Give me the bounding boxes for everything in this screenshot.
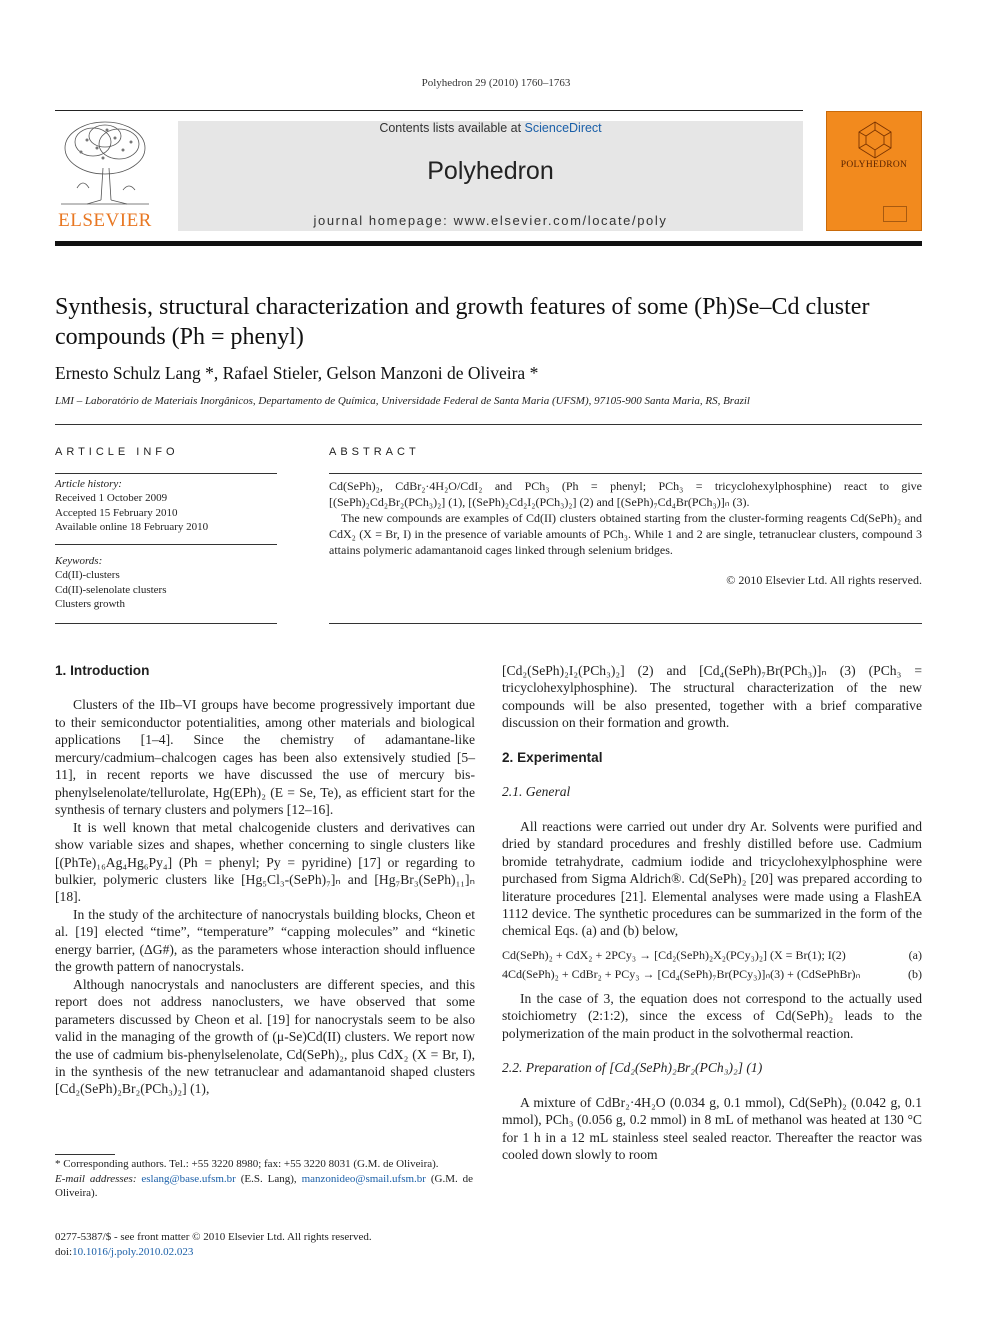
keywords-rule <box>55 544 277 545</box>
corresponding-note: * Corresponding authors. Tel.: +55 3220 8980; fax: +55 3220 8031 (G.M. de Oliveira). <box>55 1158 439 1170</box>
equation-b <box>502 965 922 984</box>
doi-line <box>55 1245 475 1260</box>
header-rule <box>55 110 803 111</box>
left-column <box>55 662 475 1098</box>
equation-text: Cd(SePh)₂ + CdX₂ + 2PCy₃ → [Cd₂(SePh)₂X₂(PCy₃)₂] (X = Br(1); I(2) <box>502 947 846 962</box>
doi-prefix: doi: <box>55 1246 73 1258</box>
equation-text: 4Cd(SePh)₂ + CdBr₂ + PCy₃ → [Cd₄(SePh)₇Br(PCy₃)]ₙ(3) + (CdSePhBr)ₙ <box>502 966 861 981</box>
right-column <box>502 662 922 1164</box>
equation-label: (b) <box>908 966 922 981</box>
equation-a <box>502 946 922 965</box>
body-paragraph: A mixture of CdBr₂·4H₂O (0.034 g, 0.1 mmol), Cd(SePh)₂ (0.042 g, 0.1 mmol), PCh₃ (0.056 g, 0.2 mmol) in 8 mL of methanol was heated at 130 °C for 1 h in a 12 mL stainless steel sealed reactor. Thereafter the reactor was cooled down slowly to room <box>502 1094 922 1163</box>
body-paragraph: Clusters of the IIb–VI groups have become progressively important due to their semiconductor potentialities, among other materials and biological applications [1–4]. Since the chemistry of adamantane-like mercury/cadmium–chalcogen cages has been also extensively studied [5–11], in recent reports we have discussed the use of mercury bis-phenylselenolate/tellurolate, Hg(EPh)₂ (E = Se, Te), as efficient start for the synthesis of ternary clusters and polymers [12–16]. <box>55 697 475 818</box>
received-date: Received 1 October 2009 <box>55 492 168 505</box>
cover-title: POLYHEDRON <box>840 160 908 170</box>
email-owner: (E.S. Lang), <box>240 1172 297 1185</box>
equation-label: (a) <box>908 947 922 962</box>
issn-line: 0277-5387/$ - see front matter © 2010 Elsevier Ltd. All rights reserved. <box>55 1231 372 1243</box>
keywords-label: Keywords: <box>55 555 103 567</box>
article-info-rule <box>55 473 277 474</box>
keywords <box>55 554 277 612</box>
email-note <box>55 1172 473 1201</box>
body-paragraph: In the case of 3, the equation does not correspond to the actually used stoichiometry (2:1:2), since the excess of Cd(SePh)₂ leads to the polymerization of the main product in the solvothermal reaction. <box>502 990 922 1041</box>
body-paragraph: In the study of the architecture of nanocrystals building blocks, Cheon et al. [19] elected “time”, “temperature” “capping molecules” and “kinetic energy barrier, (ΔG#), as the parameters whose interaction should influence the growth pattern of nanocrystals. <box>55 906 475 975</box>
abstract-heading: ABSTRACT <box>329 446 420 458</box>
subsection-heading: 2.2. Preparation of [Cd₂(SePh)₂Br₂(PCh₃)₂] (1) <box>502 1060 763 1076</box>
journal-citation: Polyhedron 29 (2010) 1760–1763 <box>421 77 571 89</box>
article-affiliation: LMI – Laboratório de Materiais Inorgânicos, Departamento de Química, Universidade Federal de Santa Maria (UFSM), 97105-900 Santa Maria, RS, Brazil <box>55 395 750 407</box>
email-label: E-mail addresses: <box>55 1172 137 1185</box>
elsevier-logo <box>55 118 155 234</box>
polyhedron-icon <box>853 120 897 160</box>
article-title: Synthesis, structural characterization and growth features of some (Ph)Se–Cd cluster compounds (Ph = phenyl) <box>55 294 870 350</box>
email-link[interactable]: eslang@base.ufsm.br <box>141 1172 236 1185</box>
doi-link[interactable]: 10.1016/j.poly.2010.02.023 <box>72 1246 194 1258</box>
body-paragraph: [Cd₂(SePh)₂I₂(PCh₃)₂] (2) and [Cd₄(SePh)₇Br(PCh₃)]ₙ (3) (PCh₃ = tricyclohexylphosphine). The structural characterization of the new compounds will be also presented, together with a brief comparative discussion on their formation and growth. <box>502 663 922 731</box>
email-owner: (G.M. de Oliveira). <box>55 1172 474 1199</box>
subsection-heading: 2.1. General <box>502 784 571 800</box>
keyword: Clusters growth <box>55 598 125 611</box>
online-date: Available online 18 February 2010 <box>55 521 209 534</box>
section-divider <box>55 424 922 425</box>
abstract-paragraph: The new compounds are examples of Cd(II) clusters obtained starting from the cluster-forming reagents Cd(SePh)₂ and CdX₂ (X = Br, I) in the presence of variable amounts of PCh₃. While 1 and 2 are single, tetranuclear clusters, compound 3 attains polymeric adamantanoid cages linked through selenium bridges. <box>329 511 922 557</box>
journal-cover <box>826 111 922 231</box>
article-authors: Ernesto Schulz Lang *, Rafael Stieler, Gelson Manzoni de Oliveira * <box>55 363 539 383</box>
sciencedirect-link[interactable]: ScienceDirect <box>524 121 602 135</box>
header-thick-rule <box>55 241 922 246</box>
email-link[interactable]: manzonideo@smail.ufsm.br <box>301 1172 426 1185</box>
article-info-heading: ARTICLE INFO <box>55 446 179 458</box>
front-matter <box>55 1230 475 1260</box>
abstract-body <box>329 478 922 558</box>
keyword: Cd(II)-selenolate clusters <box>55 583 167 596</box>
abstract-paragraph: Cd(SePh)₂, CdBr₂·4H₂O/CdI₂ and PCh₃ (Ph = phenyl; PCh₃ = tricyclohexylphosphine) react to give [(SePh)₂Cd₂Br₂(PCh₃)₂] (1), [(SePh)₂Cd₂I₂(PCh₃)₂] (2) and [(SePh)₇Cd₄Br(PCh₃)]ₙ (3). <box>329 479 922 509</box>
body-paragraph: It is well known that metal chalcogenide clusters and derivatives can show variable sizes and shapes, whether concerning to single clusters like [(PhTe)₁₆Ag₄Hg₆Py₄] (Ph = phenyl; Py = pyridine) [17] or regarding to bulkier, polymeric clusters like [Hg₅Cl₃-(SePh)₇]ₙ and [Hg₇Br₃(SePh)₁₁]ₙ [18]. <box>55 819 475 905</box>
journal-banner <box>178 121 803 231</box>
history-label: Article history: <box>55 478 122 490</box>
contents-line <box>178 121 803 135</box>
abstract-rule <box>329 473 922 474</box>
section-heading: 1. Introduction <box>55 663 150 678</box>
keyword: Cd(II)-clusters <box>55 569 120 582</box>
info-bottom-rule <box>55 623 277 624</box>
article-history <box>55 477 277 535</box>
journal-title: Polyhedron <box>427 157 554 185</box>
elsevier-wordmark: ELSEVIER <box>58 210 152 231</box>
body-paragraph: Although nanocrystals and nanoclusters are different species, and this report does not address nanoclusters, we have observed that some parameters discussed by Cheon et al. [19] for nanocrystals seem to be also valid in the managing of the growth of (μ-Se)Cd(II) clusters. We report now the use of cadmium bis-phenylselenolate, Cd(SePh)₂, plus CdX₂ (X = Br, I), in the synthesis of the new tetranuclear and adamantanoid shaped clusters [Cd₂(SePh)₂Br₂(PCh₃)₂] (1), <box>55 976 475 1097</box>
contents-prefix: Contents lists available at <box>379 121 522 135</box>
abstract-copyright: © 2010 Elsevier Ltd. All rights reserved. <box>726 573 922 587</box>
abstract-bottom-rule <box>329 623 922 624</box>
cover-logo-icon <box>883 206 907 222</box>
body-paragraph: All reactions were carried out under dry Ar. Solvents were purified and dried by standard procedures and freshly distilled before use. Cadmium bromide tetrahydrate, cadmium iodide and tricyclohexylphosphine were purchased from Sigma Aldrich®. Cd(SePh)₂ [20] was prepared according to literature procedures [21]. Elemental analyses were made using a FlashEA 1112 device. The synthetic procedures can be summarized in the form of the chemical Eqs. (a) and (b) below, <box>502 818 922 939</box>
footnote-rule <box>55 1154 115 1155</box>
section-heading: 2. Experimental <box>502 749 603 765</box>
footnote <box>55 1157 473 1201</box>
journal-homepage[interactable]: journal homepage: www.elsevier.com/locate/poly <box>313 213 668 228</box>
elsevier-tree-icon <box>57 118 153 208</box>
accepted-date: Accepted 15 February 2010 <box>55 506 178 519</box>
